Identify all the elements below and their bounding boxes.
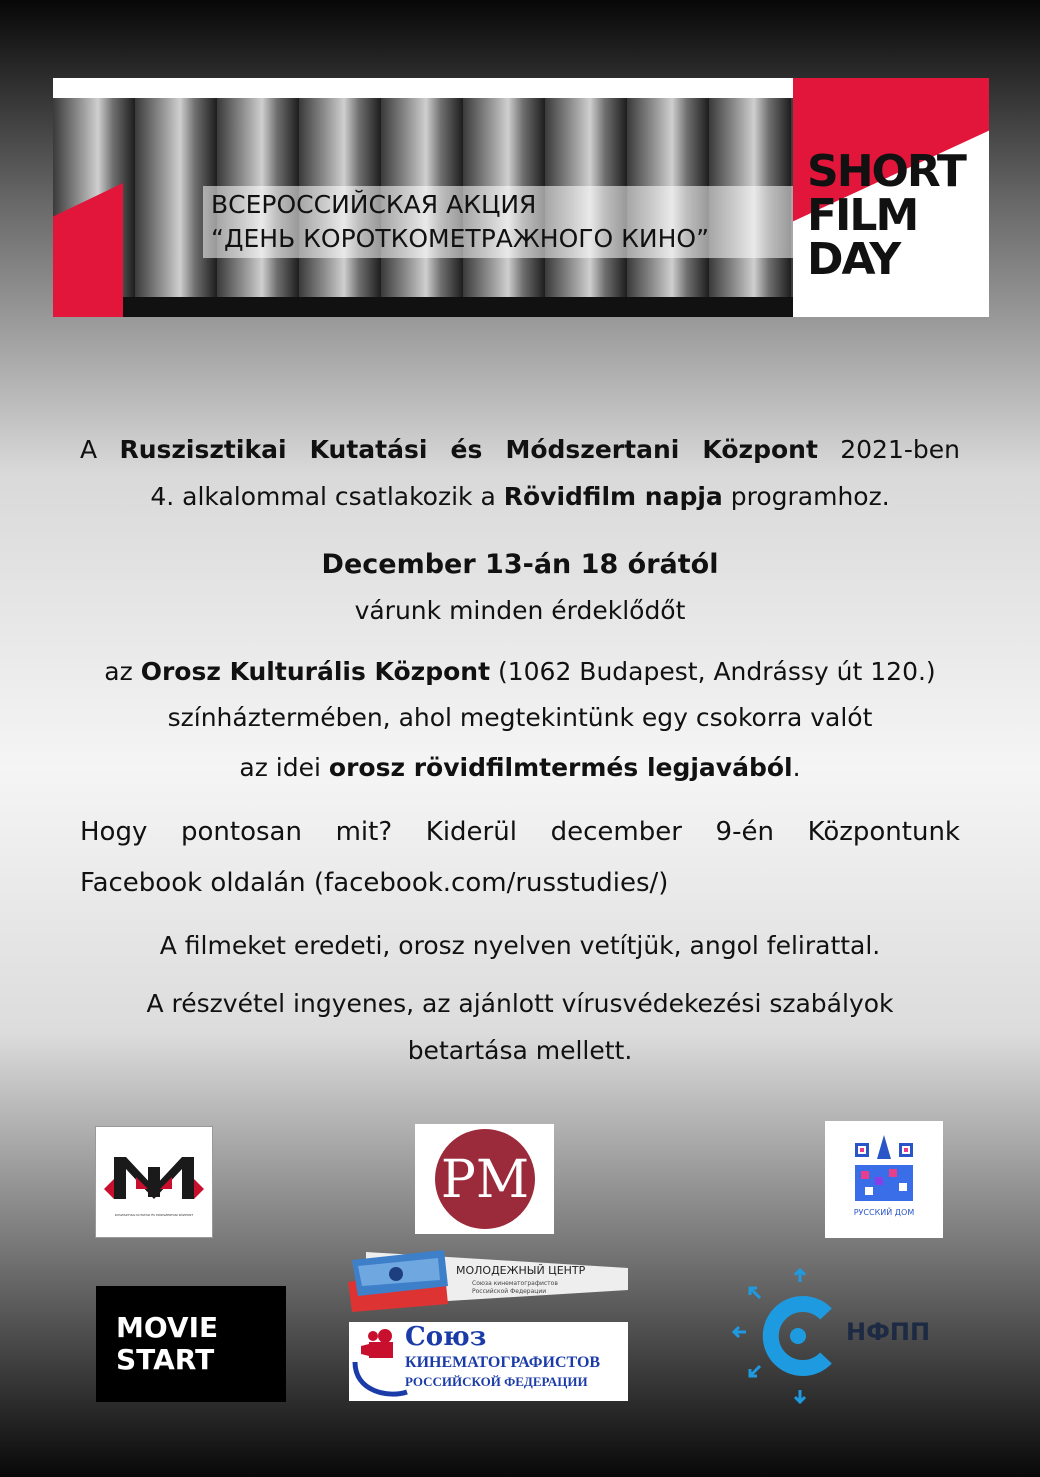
soyuz-line3: РОССИЙСКОЙ ФЕДЕРАЦИИ [405,1374,588,1389]
rkmk-emblem-icon [96,1127,212,1237]
russkiy-dom-label: РУССКИЙ ДОМ [853,1208,915,1217]
movie-start-line2: START [116,1343,215,1376]
venue-line3 [80,743,960,793]
logo-word-short: SHORT [807,146,965,197]
short-film-day-logo [793,78,989,317]
rm-circle-icon [415,1124,554,1234]
logo-word-day: DAY [807,234,900,285]
event-date: December 13-án 18 órától [321,549,719,580]
nfpp-wordmark: НФПП [846,1318,931,1346]
soyuz-title: Союз [405,1322,487,1352]
nfpp-logo [728,1266,948,1406]
rkmk-caption: RUSZISZTIKAI KUTATÁSI ÉS MÓDSZERTANI KÖZPONT [114,1213,194,1217]
invite-line: várunk minden érdeklődőt [354,596,686,625]
film-strip-icon [348,1246,628,1312]
molodezhny-centr-sub2: Российской Федерации [472,1288,547,1295]
banner-title-line1: ВСЕРОССИЙСКАЯ АКЦИЯ [211,190,537,219]
rkmk-logo [95,1126,213,1238]
molodezhny-centr-sub1: Союза кинематографистов [472,1280,558,1287]
banner-strip-bottom [53,297,793,317]
language-line: A filmeket eredeti, orosz nyelven vetítjük, angol felirattal. [159,931,881,960]
rm-monogram-text: РМ [440,1150,530,1210]
program-name: Rövidfilm napja [503,482,723,511]
venue-address: (1062 Budapest, Andrássy út 120.) [490,657,936,686]
venue-line1 [80,651,960,693]
venue-line3-prefix: az idei [239,753,329,782]
venue-prefix: az [104,657,141,686]
paragraph-intro-line1 [80,425,960,475]
venue-name: Orosz Kulturális Központ [140,657,491,686]
intro-prefix: A [80,435,120,464]
venue-line3-suffix: . [792,753,801,782]
intro-line2-prefix: 4. alkalommal csatlakozik a [150,482,504,511]
facebook-line2: Facebook oldalán (facebook.com/russtudies/) [80,868,669,898]
soyuz-line2: КИНЕМАТОГРАФИСТОВ [405,1354,601,1371]
intro-year: 2021-ben [840,435,960,464]
short-film-day-wordmark [807,146,965,285]
organization-name: Ruszisztikai Kutatási és Módszertani Központ [119,435,818,464]
movie-camera-icon [349,1322,409,1401]
movie-start-logo [96,1286,286,1402]
russkiy-dom-logo [825,1121,943,1238]
rm-monogram-logo [415,1124,554,1234]
announcement-text [80,425,960,1073]
paragraph-intro-line2 [80,475,960,519]
facebook-line1: Hogy pontosan mit? Kiderül december 9-én Központunk [80,817,960,847]
russkiy-dom-emblem-icon [825,1121,943,1238]
soyuz-kinematografistov-logo [349,1322,628,1401]
banner-russian-title [203,186,799,258]
participation-line1: A részvétel ingyenes, az ajánlott vírusvédekezési szabályok [146,989,894,1018]
banner-title-line2: “ДЕНЬ КОРОТКОМЕТРАЖНОГО КИНО” [211,223,710,253]
logo-word-film: FILM [807,190,918,241]
intro-line2-suffix: programhoz. [722,482,890,511]
molodezhny-centr-title: МОЛОДЕЖНЫЙ ЦЕНТР [456,1264,586,1277]
participation-line2: betartása mellett. [407,1036,633,1065]
header-banner [53,78,989,317]
banner-strip-top [53,78,793,98]
molodezhny-centr-logo [348,1246,628,1312]
highlight-best-films: orosz rövidfilmtermés legjavából [328,753,793,782]
movie-start-line1: MOVIE [116,1311,219,1344]
venue-line2: színháztermében, ahol megtekintünk egy csokorra valót [167,703,873,732]
